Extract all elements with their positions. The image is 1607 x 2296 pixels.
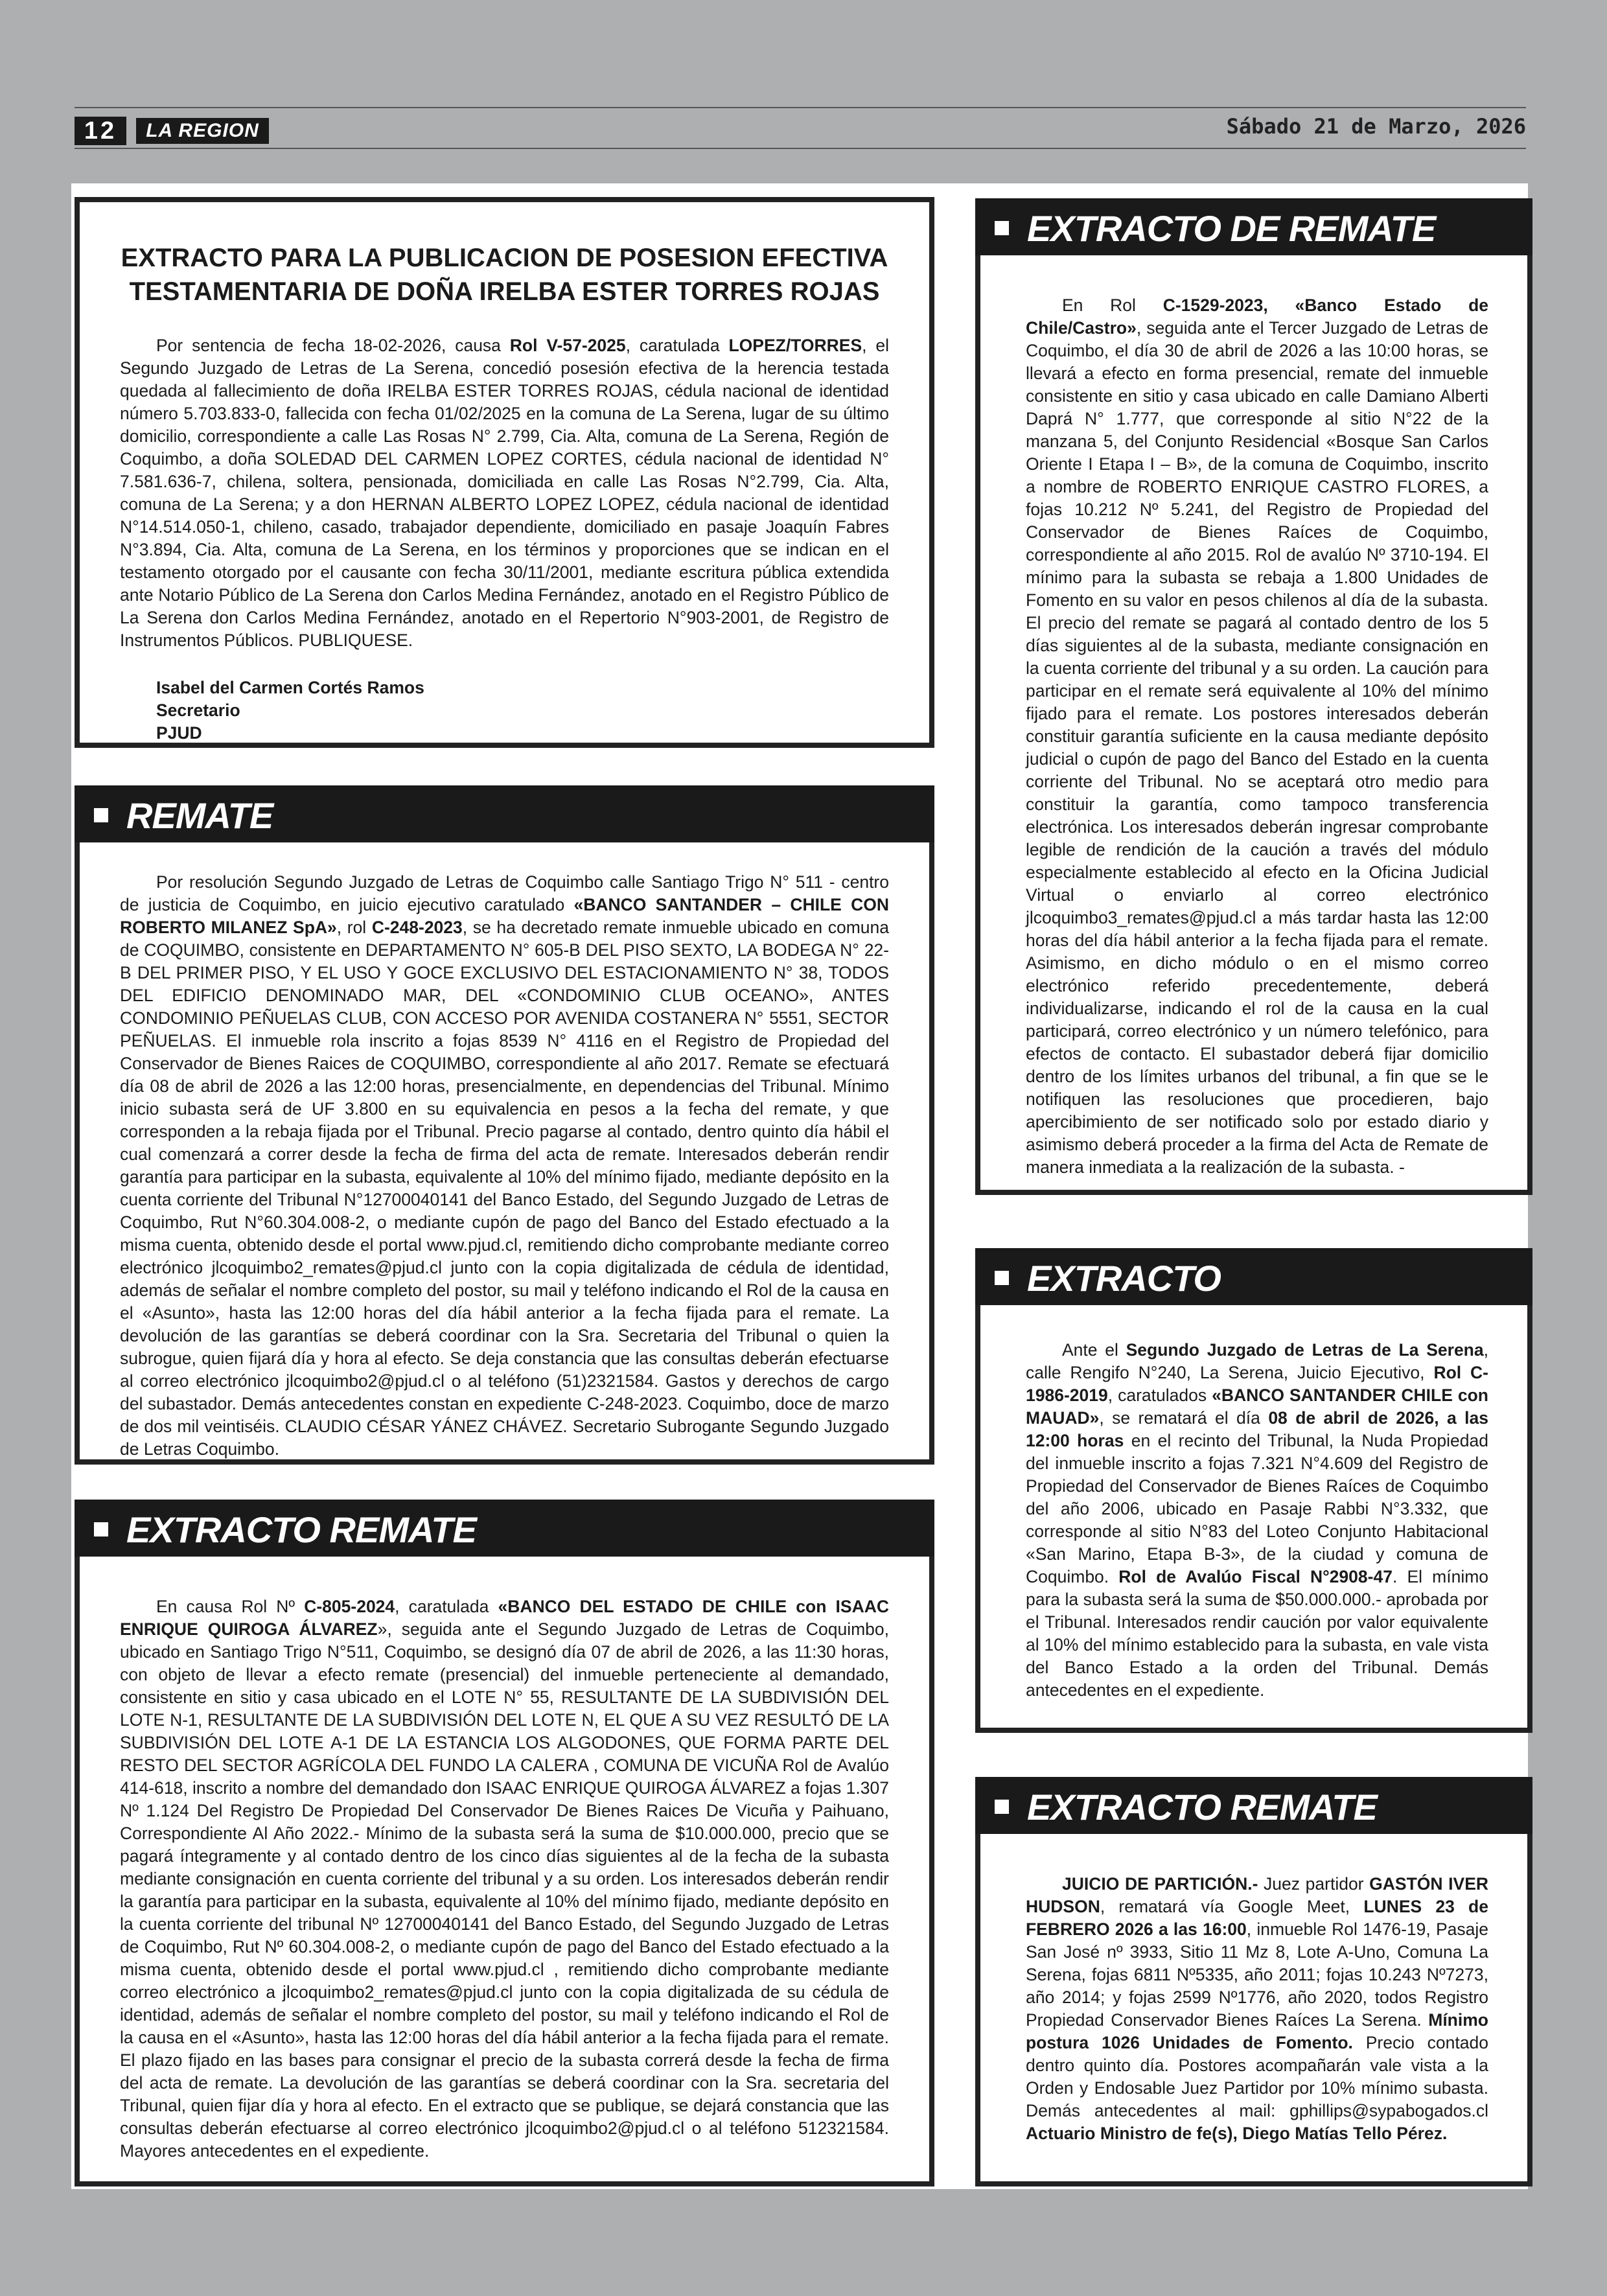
bullet-square-icon (94, 808, 108, 822)
notice-title-line-2: TESTAMENTARIA DE DOÑA IRELBA ESTER TORRES ROJAS (129, 277, 880, 306)
notice-body: En Rol C-1529-2023, «Banco Estado de Chile/Castro», seguida ante el Tercer Juzgado de Letras de Coquimbo, el día 30 de abril de 2026 a las 10:00 horas, se llevará a efecto en forma presencial, remate del inmueble consistente en sitio y casa ubicado en calle Damiano Alberti Daprá N° 1.777, que corresponde al sitio N°22 de la manzana 5, del Conjunto Residencial «Bosque San Carlos Oriente I Etapa I – B», de la comuna de Coquimbo, inscrito a nombre de ROBERTO ENRIQUE CASTRO FLORES, a fojas 10.212 Nº 5.241, del Registro de Propiedad del Conservador de Bienes Raíces de Coquimbo, correspondiente al año 2015. Rol de avalúo Nº 3710-194. El mínimo para la subasta se rebaja a 1.800 Unidades de Fomento en su valor en pesos chilenos al día de la subasta. El precio del remate se pagará al contado dentro de los 5 días siguientes al de la subasta, mediante consignación en la cuenta corriente del tribunal y a su orden. La caución para participar en el remate será equivalente al 10% del mínimo fijado para el remate. Los postores interesados deberán constituir garantía suficiente en la causa mediante depósito judicial o cupón de pago del Banco del Estado en la cuenta corriente del Tribunal. No se aceptará otro medio para constituir la garantía, como tampoco transferencia electrónica. Los interesados deberán ingresar comprobante legible de rendición de la caución a través del módulo especialmente establecido al efecto en la Oficina Judicial Virtual o enviarlo al correo electrónico jlcoquimbo3_remates@pjud.cl a más tardar hasta las 12:00 horas del día hábil anterior a la fecha fijada para el remate. Asimismo, en dicho módulo o en el mismo correo electrónico referido precedentemente, deberá individualizarse, indicando el rol de la causa en la cual participará, correo electrónico y un número telefónico, para efectos de contacto. El subastador deberá fijar domicilio dentro de los límites urbanos del tribunal, a fin que se le notifiquen las resoluciones que procedieren, bajo apercibimiento de ser notificado solo por estado diario y asimismo deberá proceder a la firma del Acta de Remate de manera inmediata a la realización de la subasta. - (1026, 296, 1488, 1177)
section-header-remate (75, 785, 934, 845)
section-title: EXTRACTO REMATE (126, 1509, 476, 1550)
notice-body: Por resolución Segundo Juzgado de Letras de Coquimbo calle Santiago Trigo N° 511 - centro de justicia de Coquimbo, en juicio ejecutivo caratulado «BANCO SANTANDER – CHILE CON ROBERTO MILANEZ SpA», rol C-248-2023, se ha decretado remate inmueble ubicado en comuna de COQUIMBO, consistente en DEPARTAMENTO N° 605-B DEL PISO SEXTO, LA BODEGA N° 22-B DEL PRIMER PISO, Y EL USO Y GOCE EXCLUSIVO DEL ESTACIONAMIENTO N° 38, TODOS DEL EDIFICIO DENOMINADO MAR, DEL «CONDOMINIO CLUB OCEANO», ANTES CONDOMINIO PEÑUELAS CLUB, CON ACCESO POR AVENIDA COSTANERA N° 5551, SECTOR PEÑUELAS. El inmueble rola inscrito a fojas 8539 N° 4116 en el Registro de Propiedad del Conservador de Bienes Raices de COQUIMBO, correspondiente al año 2017. Remate se efectuará día 08 de abril de 2026 a las 12:00 horas, presencialmente, en dependencias del Tribunal. Mínimo inicio subasta será de UF 3.800 en su equivalencia en pesos a la fecha del remate, y que corresponden a la rebaja fijada por el Tribunal. Precio pagarse al contado, dentro quinto día hábil el cual comenzará a correr desde la fecha de firma del acta de remate. Interesados deberán rendir garantía para participar en la subasta, equivalente al 10% del mínimo fijado, mediante depósito en la cuenta corriente del Tribunal N°12700040141 del Banco Estado, del Segundo Juzgado de Letras de Coquimbo, Rut N°60.304.008-2, o mediante cupón de pago del Banco del Estado efectuado a la misma cuenta, obtenido desde el portal www.pjud.cl, remitiendo dicho comprobante mediante correo electrónico jlcoquimbo2_remates@pjud.cl junto con la copia digitalizada de cédula de identidad, además de señalar el nombre completo del postor, su mail y teléfono indicando el Rol de la causa en el «Asunto», hasta las 12:00 horas del día hábil anterior a la fecha fijada para el remate. La devolución de las garantías se deberá coordinar con la Sra. Secretaria del Tribunal o quien la subrogue, quien fijará día y hora al efecto. Se deja constancia que las consultas deberán efectuarse al correo electrónico jlcoquimbo2@pjud.cl o al teléfono (51)2321584. Gastos y derechos de cargo del subastador. Demás antecedentes constan en expediente C-248-2023. Coquimbo, doce de marzo de dos mil veintiséis. CLAUDIO CÉSAR YÁNEZ CHÁVEZ. Secretario Subrogante Segundo Juzgado de Letras Coquimbo. (120, 872, 889, 1459)
section-header-extracto (975, 1248, 1532, 1308)
notice-extracto-remate-particion (975, 1834, 1532, 2186)
section-title: EXTRACTO REMATE (1027, 1786, 1377, 1827)
header-rule-top (75, 107, 1526, 108)
notice-extracto-de-remate (975, 255, 1532, 1195)
signature-role: Secretario (156, 701, 240, 720)
bullet-square-icon (995, 1800, 1009, 1814)
publication-logo: LA REGION (136, 118, 269, 144)
notice-body: JUICIO DE PARTICIÓN.- Juez partidor GASTÓN IVER HUDSON, rematará vía Google Meet, LUNES 23 de FEBRERO 2026 a las 16:00, inmueble Rol 1476-19, Pasaje San José nº 3933, Sitio 11 Mz 8, Lote A-Uno, Comuna La Serena, fojas 6811 Nº5335, año 2011; fojas 10.243 Nº7273, año 2014; y fojas 2599 Nº1776, año 2020, todos Registro Propiedad Conservador Bienes Raíces La Serena. Mínimo postura 1026 Unidades de Fomento. Precio contado dentro quinto día. Postores acompañarán vale vista a la Orden y Endosable Juez Partidor por 10% mínimo subasta. Demás antecedentes al mail: gphillips@sypabogados.cl Actuario Ministro de fe(s), Diego Matías Tello Pérez. (1026, 1874, 1489, 2143)
issue-date: Sábado 21 de Marzo, 2026 (1226, 114, 1526, 139)
notice-posesion-efectiva (75, 197, 934, 748)
section-header-extracto-remate-right (975, 1777, 1532, 1837)
signature-org: PJUD (156, 723, 202, 743)
signature-block (120, 677, 889, 745)
section-header-extracto-remate-left (75, 1500, 934, 1559)
page-number: 12 (75, 117, 126, 145)
bullet-square-icon (94, 1522, 108, 1536)
bullet-square-icon (995, 1271, 1009, 1285)
notice-body: En causa Rol Nº C-805-2024, caratulada «BANCO DEL ESTADO DE CHILE con ISAAC ENRIQUE QUIROGA ÁLVAREZ», seguida ante el Segundo Juzgado de Letras de Coquimbo, ubicado en Santiago Trigo N°511, Coquimbo, se designó día 07 de abril de 2026, a las 11:30 horas, con objeto de llevar a efecto remate (presencial) del inmueble perteneciente al demandado, consistente en sitio y casa ubicado en el LOTE N° 55, RESULTANTE DE LA SUBDIVISIÓN DEL LOTE N-1, RESULTANTE DE LA SUBDIVISIÓN DEL LOTE N, EL QUE A SU VEZ RESULTÓ DE LA SUBDIVISIÓN DEL LOTE A-1 DE LA ESTANCIA LOS ALGODONES, QUE FORMA PARTE DEL RESTO DEL SECTOR AGRÍCOLA DEL FUNDO LA CALERA , COMUNA DE VICUÑA Rol de Avalúo 414-618, inscrito a nombre del demandado don ISAAC ENRIQUE QUIROGA ÁLVAREZ a fojas 1.307 Nº 1.124 Del Registro De Propiedad Del Conservador De Bienes Raices De Vicuña y Paihuano, Correspondiente Al Año 2022.- Mínimo de la subasta será la suma de $10.000.000, precio que se pagará íntegramente y al contado dentro de los cinco días siguientes al de la fecha de la subasta mediante consignación en cuenta corriente del tribunal y a su orden. Los interesados deberán rendir la garantía para participar en la subasta, equivalente al 10% del mínimo fijado, mediante depósito en la cuenta corriente del tribunal Nº 12700040141 del Banco Estado, del Segundo Juzgado de Letras de Coquimbo, Rut Nº 60.304.008-2, o mediante cupón de pago del Banco del Estado efectuado a la misma cuenta, obtenido desde el portal www.pjud.cl , remitiendo dicho comprobante mediante correo electrónico a jlcoquimbo2_remates@pjud.cl junto con la copia digitalizada de su cédula de identidad, además de señalar el nombre completo del postor, su mail y teléfono indicando el Rol de la causa en el «Asunto», hasta las 12:00 horas del día hábil anterior a la fecha fijada para el remate. El plazo fijado en las bases para consignar el precio de la subasta correrá desde la fecha de firma del acta de remate. La devolución de las garantías se deberá coordinar con la Sra. secretaria del Tribunal, quien fijar día y hora al efecto. En el extracto que se publique, se dejará constancia que las consultas deberán efectuarse al correo electrónico jlcoquimbo2@pjud.cl o al teléfono 512321584. Mayores antecedentes en el expediente. (120, 1597, 889, 2161)
notice-extracto-remate-left (75, 1557, 934, 2186)
section-title: EXTRACTO DE REMATE (1027, 207, 1436, 249)
section-title: REMATE (126, 794, 273, 836)
notice-title (120, 241, 889, 308)
section-header-extracto-de-remate (975, 198, 1532, 258)
header-rule-bottom (75, 148, 1526, 149)
notice-body: Por sentencia de fecha 18-02-2026, causa Rol V-57-2025, caratulada LOPEZ/TORRES, el Segundo Juzgado de Letras de La Serena, concedió posesión efectiva de la herencia testada quedada al fallecimiento de doña IRELBA ESTER TORRES ROJAS, cédula nacional de identidad número 5.703.833-0, fallecida con fecha 01/02/2025 en la comuna de La Serena, lugar de su último domicilio, correspondiente a calle Las Rosas N° 2.799, Cia. Alta, comuna de La Serena, Región de Coquimbo, a doña SOLEDAD DEL CARMEN LOPEZ CORTES, cédula nacional de identidad N° 7.581.636-7, chilena, soltera, pensionada, domiciliada en calle Las Rosas N°2.799, Cia. Alta, comuna de La Serena; y a don HERNAN ALBERTO LOPEZ LOPEZ, cédula nacional de identidad N°14.514.050-1, chileno, casado, trabajador dependiente, domiciliado en pasaje Joaquín Fabres N°3.894, Cia. Alta, comuna de La Serena, en los términos y proporciones que se indican en el testamento otorgado por el causante con fecha 30/11/2001, mediante escritura pública extendida ante Notario Público de La Serena don Carlos Medina Fernández, anotado en el Registro Público de La Serena don Carlos Medina Fernández, anotado en el Repertorio N°903-2001, de Registro de Instrumentos Públicos. PUBLIQUESE. (120, 336, 889, 650)
notice-extracto (975, 1305, 1532, 1733)
section-title: EXTRACTO (1027, 1257, 1221, 1299)
bullet-square-icon (995, 221, 1009, 235)
notice-title-line-1: EXTRACTO PARA LA PUBLICACION DE POSESION EFECTIVA (121, 244, 888, 272)
signature-name: Isabel del Carmen Cortés Ramos (156, 678, 424, 697)
notice-remate (75, 842, 934, 1465)
notice-body: Ante el Segundo Juzgado de Letras de La Serena, calle Rengifo N°240, La Serena, Juicio Ejecutivo, Rol C-1986-2019, caratulados «BANCO SANTANDER CHILE con MAUAD», se rematará el día 08 de abril de 2026, a las 12:00 horas en el recinto del Tribunal, la Nuda Propiedad del inmueble inscrito a fojas 7.321 N°4.609 del Registro de Propiedad del Conservador de Bienes Raíces de Coquimbo del año 2006, ubicado en Pasaje Rabbi N°3.332, que corresponde al sitio N°83 del Loteo Conjunto Habitacional «San Marino, Etapa B-3», de la ciudad y comuna de Coquimbo. Rol de Avalúo Fiscal N°2908-47. El mínimo para la subasta será la suma de $50.000.000.- aprobada por el Tribunal. Interesados rendir caución por valor equivalente al 10% del mínimo establecido para la subasta, en vale vista del Banco Estado a la orden del Tribunal. Demás antecedentes en el expediente. (1026, 1340, 1489, 1700)
